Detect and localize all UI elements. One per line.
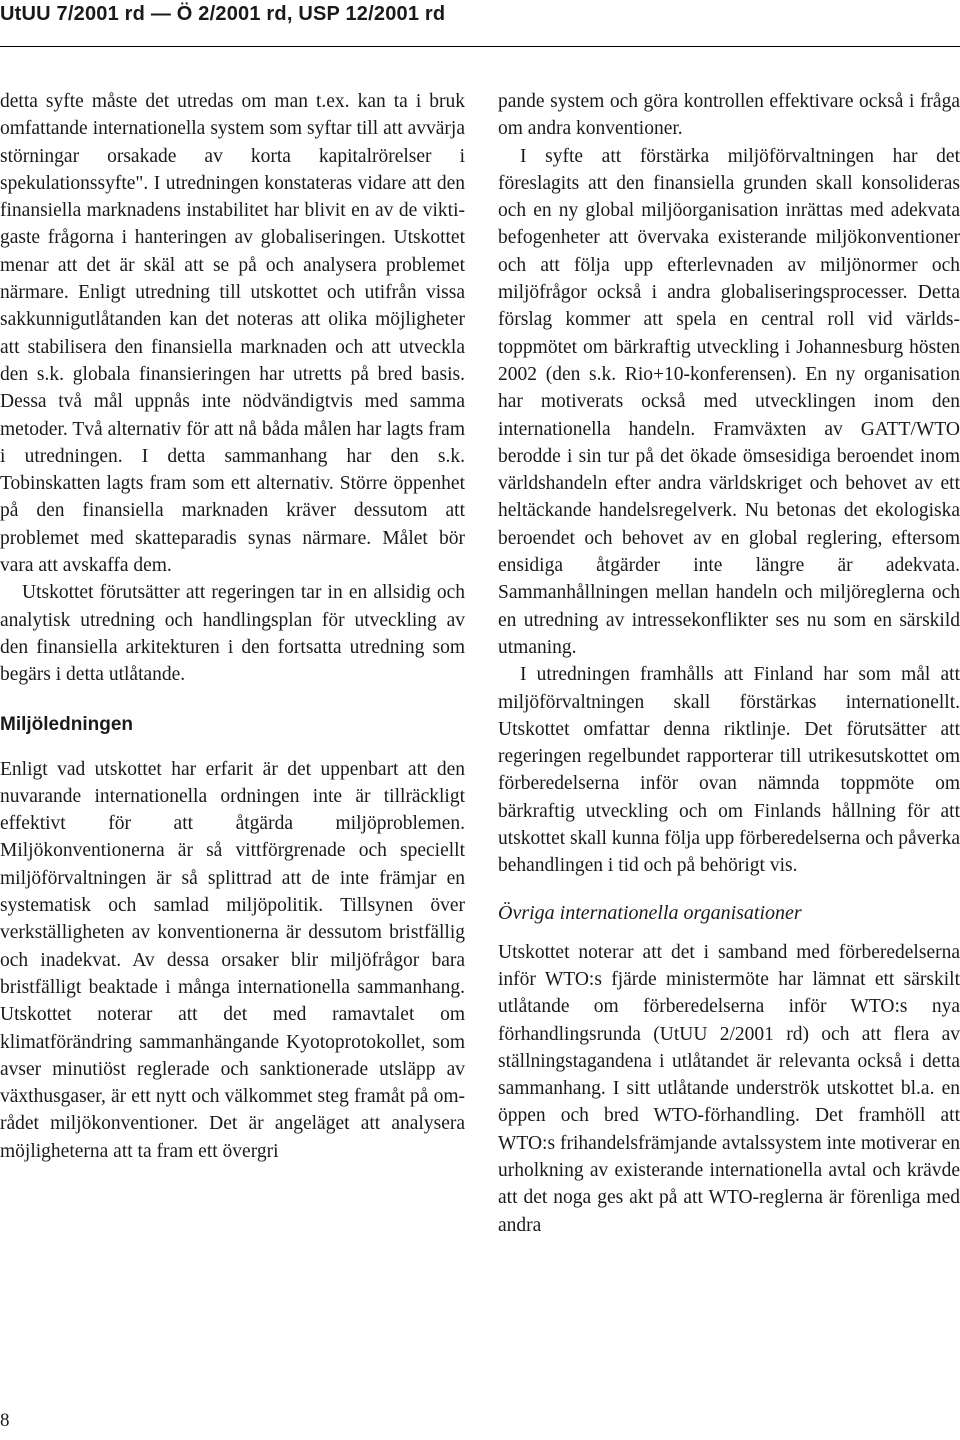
right-paragraph-2: I syfte att förstärka miljöförvaltningen har det föreslagits att den finansiella grunden skall konsolideras och en ny global miljöorganisation inrättas med adekvata befogenheter att övervaka existerande miljökonventioner och att följa upp efterlevnaden av miljönormer och miljöfrågor också i andra globaliseringsprocesser. Detta förslag kommer att spela en central roll vid världstoppmötet om bärkraftig utveckling i Johannesburg hösten 2002 (den s.k. Rio+10-konferensen). En ny organisation har motiverats också med utvecklingen inom den internationella handeln. Framväxten av GATT/WTO berodde i sin tur på det ökade ömsesidiga beroendet inom världshandeln efter andra världskriget och behovet av ett heltäckande handelsregelverk. Nu betonas det ekologiska beroendet och behovet av en global reglering, eftersom ensidiga åtgärder inte längre är adekvata. Sammanhållningen mellan handeln och miljöreglerna och en utredning av intressekonflikter ses nu som en särskild utmaning. — [498, 145, 960, 658]
left-paragraph-3: Enligt vad utskottet har erfarit är det uppenbart att den nuvarande internationella ordningen inte är tillräckligt effektivt för att åtgärda miljöproblemen. Miljökonventionerna är så vittförgrenade och speciellt miljöförvaltningen är så splittrad att de inte främjar en systematisk och samlad miljöpolitik. Tillsynen över verkställigheten av konventionerna är dessutom bristfällig och inadekvat. Av dessa orsaker blir miljöfrågor bara bristfälligt beaktade i många internationella sammanhang. Utskottet noterar att det med ramavtalet om klimatförändring sammanhängande Kyotoprotokollet, som avser minutiöst reglerade och sanktionerade utsläpp av växthusgaser, är ett nytt och välkommet steg framåt på området miljökonventioner. Det är angeläget att analysera möjligheterna att ta fram ett övergri — [0, 758, 465, 1162]
right-paragraph-3: I utredningen framhålls att Finland har som mål att miljöförvaltningen skall förstärkas internationellt. Utskottet omfattar denna riktlinje. Det förutsätter att regeringen regelbundet rapporterar till utrikesutskottet om förberedelserna inför ovan nämnda toppmöte om bärkraftig utveckling och om Finlands hållning för att utskottet skall kunna följa upp förberedelserna och påverka behandlingen i tid och på behörigt vis. — [498, 664, 960, 877]
section-heading-ovriga-organisationer: Övriga internationella organisationer — [498, 901, 802, 924]
right-paragraph-1: pande system och göra kontrollen effektivare också i fråga om andra konventioner. — [498, 91, 960, 140]
running-head: UtUU 7/2001 rd — Ö 2/2001 rd, USP 12/2001 rd — [0, 3, 446, 25]
right-paragraph-4: Utskottet noterar att det i samband med förberedelserna inför WTO:s fjärde ministermöte har lämnat ett särskilt utlåtande om förberedelserna inför WTO:s nya förhandlingsrunda (UtUU 2/2001 rd) och att flera av ställningstagandena i utlåtandet är relevanta också i detta sammanhang. I sitt utlåtande underströk utskottet bl.a. en öppen och bred WTO-förhandling. Det framhöll att WTO:s frihandelsfrämjande avtalssystem inte motiverar en urholkning av existerande internationella avtal och krävde att det noga ges akt på att WTO-reglerna är förenliga med andra — [498, 941, 960, 1236]
section-heading-miljoledningen: Miljöledningen — [0, 713, 133, 735]
page-number: 8 — [0, 1410, 10, 1431]
left-column — [0, 88, 465, 1165]
right-column — [498, 88, 960, 1239]
left-paragraph-2: Utskottet förutsätter att regeringen tar in en allsidig och analytisk utredning och handlingsplan för utveckling av den finansiella arkitekturen i den fortsatta utredning som begärs i detta utlåtande. — [0, 582, 465, 686]
left-paragraph-1: detta syfte måste det utredas om man t.ex. kan ta i bruk omfattande internationella system som syftar till att avvärja störningar orsakade av korta kapitalrörelser i spekulationssyfte". I utredningen konstateras vidare att den finansiella marknadens instabilitet har blivit en av de viktigaste frågorna i hanteringen av globaliseringen. Utskottet menar att det är skäl att se på och analysera problemet närmare. Enligt utredning till utskottet och utifrån vissa sakkunnigutlåtanden kan det noteras att olika möjligheter att stabilisera den finansiella marknaden och att utveckla den s.k. globala finansieringen har utretts på bred basis. Dessa två mål uppnås inte nödvändigtvis med samma metoder. Två alternativ för att nå båda målen har lagts fram i utredningen. I detta sammanhang har den s.k. Tobinskatten lagts fram som ett alternativ. Större öppenhet på den finansiella marknaden kräver dessutom att problemet med skatteparadis synas närmare. Målet bör vara att avskaffa dem. — [0, 91, 465, 577]
